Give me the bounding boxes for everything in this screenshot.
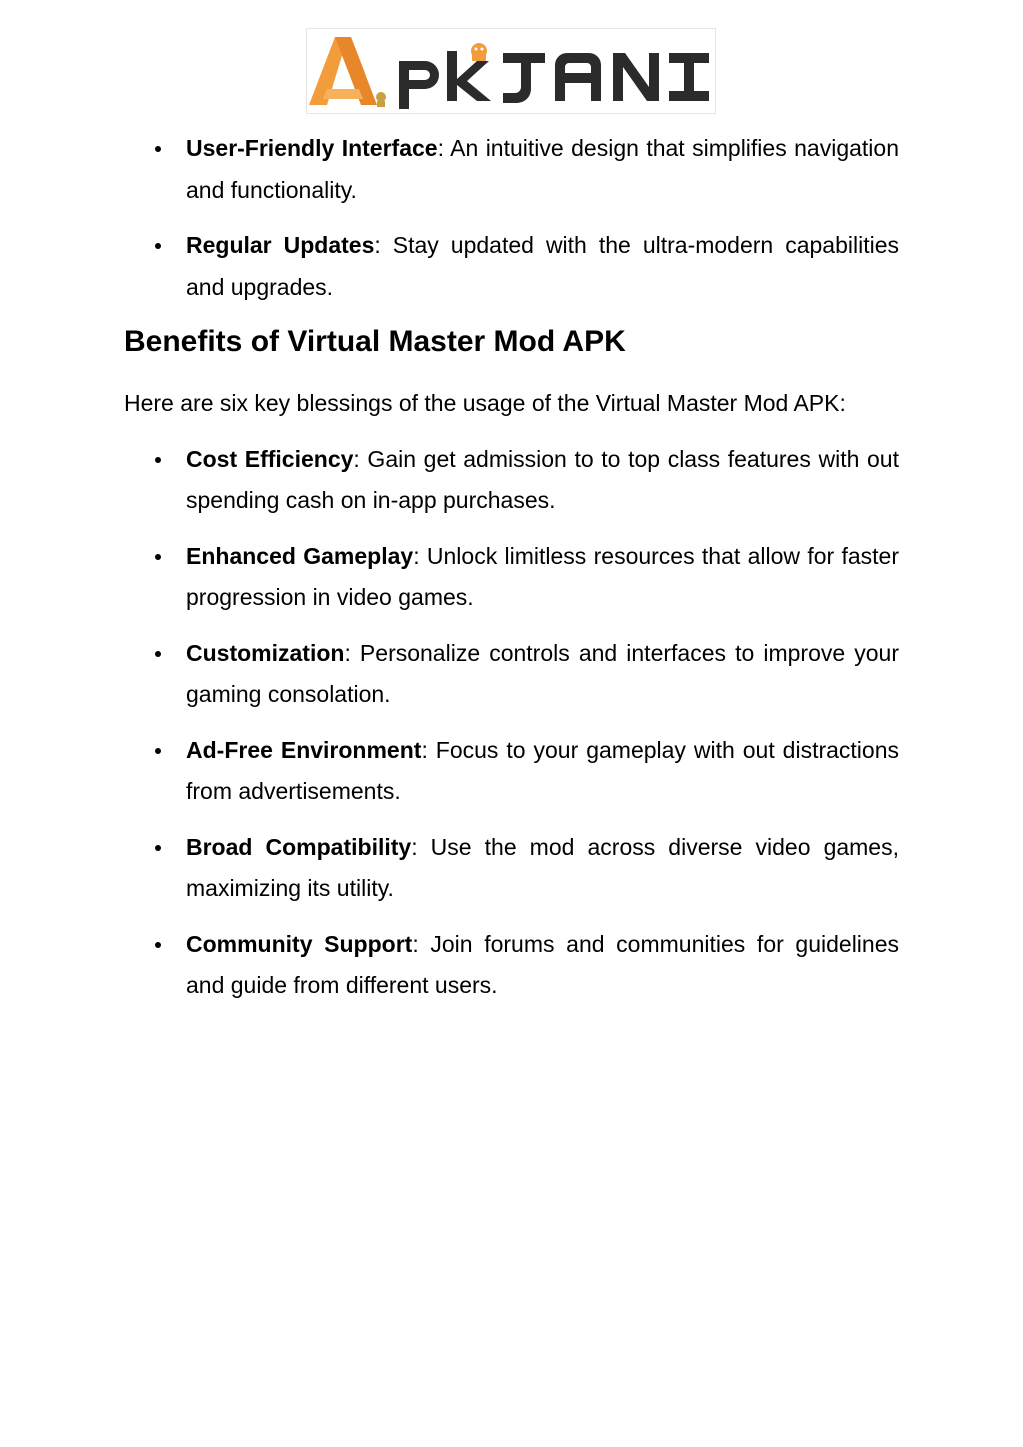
list-item xyxy=(124,730,899,813)
list-item-desc: : Focus to your gameplay with out distractions from advertisements. xyxy=(186,736,899,804)
list-item xyxy=(124,439,899,522)
list-item-term: Cost Efficiency xyxy=(186,445,354,472)
list-item xyxy=(124,827,899,910)
list-item-term: Broad Compatibility xyxy=(186,833,412,860)
apkjani-logo-icon xyxy=(307,29,715,113)
list-item-desc: : Personalize controls and interfaces to improve your gaming consolation. xyxy=(186,639,899,707)
site-logo xyxy=(306,28,716,114)
list-item-term: Regular Updates xyxy=(186,232,375,258)
list-item xyxy=(124,536,899,619)
benefits-list xyxy=(124,439,899,1007)
list-item-desc: : Gain get admission to to top class features with out spending cash on in-app purchases. xyxy=(186,445,899,513)
list-item-term: Enhanced Gameplay xyxy=(186,542,414,569)
list-item xyxy=(124,633,899,716)
features-list xyxy=(124,128,899,308)
list-item-term: Customization xyxy=(186,639,345,666)
list-item-desc: : Use the mod across diverse video games, maximizing its utility. xyxy=(186,833,899,901)
list-item-term: Community Support xyxy=(186,930,413,957)
list-item-desc: : Join forums and communities for guidelines and guide from different users. xyxy=(186,930,899,998)
list-item xyxy=(124,225,899,308)
list-item xyxy=(124,128,899,211)
section-intro: Here are six key blessings of the usage of the Virtual Master Mod APK: xyxy=(124,390,846,416)
list-item-desc: : Unlock limitless resources that allow for faster progression in video games. xyxy=(186,542,900,610)
article-content xyxy=(124,128,899,1021)
list-item-term: User-Friendly Interface xyxy=(186,135,438,161)
list-item-desc: : An intuitive design that simplifies navigation and functionality. xyxy=(186,135,899,203)
list-item-desc: : Stay updated with the ultra-modern capabilities and upgrades. xyxy=(186,232,900,300)
list-item xyxy=(124,924,899,1007)
list-item-term: Ad-Free Environment xyxy=(186,736,422,763)
section-heading: Benefits of Virtual Master Mod APK xyxy=(124,325,626,358)
